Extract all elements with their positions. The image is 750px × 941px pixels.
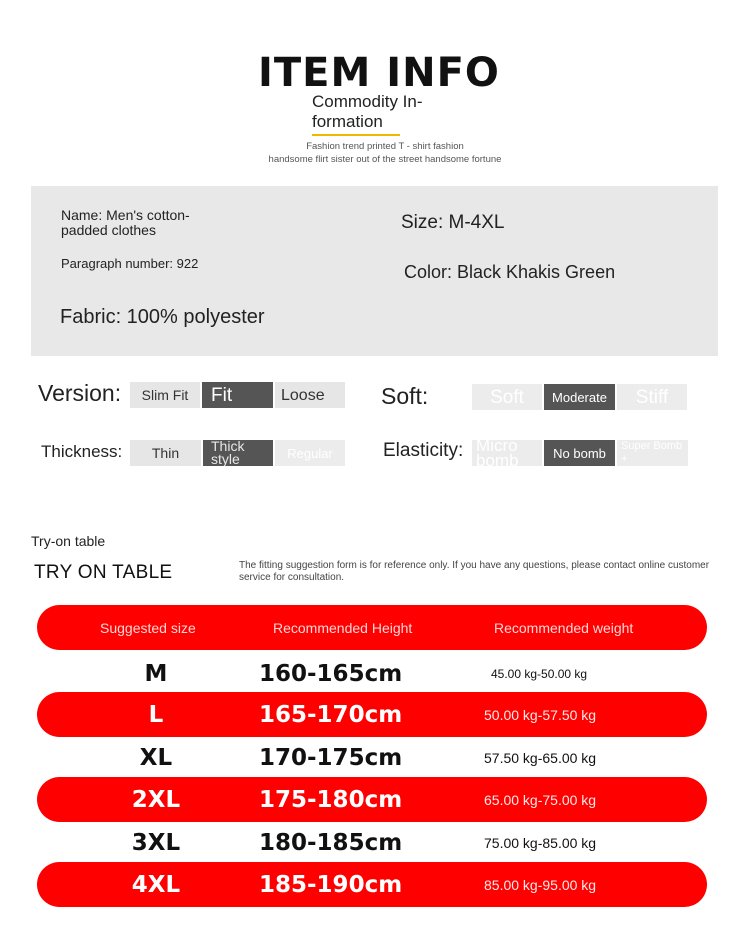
row-height: 185-190cm bbox=[259, 871, 403, 898]
tryon-big-title: TRY ON TABLE bbox=[34, 562, 173, 583]
table-row bbox=[37, 735, 707, 780]
row-height: 175-180cm bbox=[259, 786, 403, 813]
elasticity-label: Elasticity: bbox=[383, 440, 464, 461]
row-size: M bbox=[144, 660, 168, 687]
page-subtitle: Commodity In-formation bbox=[312, 92, 423, 131]
table-row bbox=[37, 777, 707, 822]
elasticity-option-micro-bomb: Micro bomb bbox=[472, 440, 542, 466]
thickness-option-thin: Thin bbox=[130, 440, 201, 466]
header-recommended-height: Recommended Height bbox=[273, 619, 413, 636]
table-row bbox=[37, 862, 707, 907]
row-size: 4XL bbox=[131, 871, 181, 898]
row-height: 160-165cm bbox=[259, 660, 403, 687]
tagline bbox=[240, 140, 530, 166]
size-range: Size: M-4XL bbox=[401, 212, 505, 233]
row-weight: 45.00 kg-50.00 kg bbox=[491, 666, 588, 681]
table-row bbox=[37, 820, 707, 865]
table-row bbox=[37, 692, 707, 737]
header-suggested-size: Suggested size bbox=[100, 619, 196, 636]
page-title: ITEM INFO bbox=[258, 50, 500, 96]
tryon-note: The fitting suggestion form is for reference only. If you have any questions, please contact online customer service for consultation. bbox=[239, 560, 710, 583]
tagline-line-1: Fashion trend printed T - shirt fashion bbox=[306, 141, 464, 152]
soft-label: Soft: bbox=[381, 383, 429, 409]
row-weight: 50.00 kg-57.50 kg bbox=[484, 706, 597, 723]
row-weight: 65.00 kg-75.00 kg bbox=[484, 791, 597, 808]
thickness-option-regular: Regular bbox=[275, 440, 345, 466]
elasticity-option-super-bomb: Super Bomb + bbox=[617, 440, 688, 466]
color-options: Color: Black Khakis Green bbox=[404, 262, 616, 282]
version-option-loose: Loose bbox=[275, 382, 345, 408]
row-weight: 85.00 kg-95.00 kg bbox=[484, 876, 597, 893]
row-height: 180-185cm bbox=[259, 829, 403, 856]
product-info-box bbox=[31, 186, 718, 356]
subtitle-underline bbox=[312, 134, 400, 136]
product-name: Name: Men's cotton-padded clothes bbox=[61, 207, 190, 238]
row-size: 3XL bbox=[131, 829, 181, 856]
version-label: Version: bbox=[38, 380, 122, 406]
thickness-option-thick-style: Thick style bbox=[203, 440, 273, 466]
version-option-fit: Fit bbox=[202, 382, 273, 408]
row-height: 165-170cm bbox=[259, 701, 403, 728]
table-row bbox=[37, 651, 707, 696]
elasticity-option-no-bomb: No bomb bbox=[544, 440, 615, 466]
row-size: XL bbox=[139, 744, 173, 771]
row-weight: 57.50 kg-65.00 kg bbox=[484, 749, 597, 766]
row-size: 2XL bbox=[131, 786, 181, 813]
thickness-label: Thickness: bbox=[41, 442, 123, 461]
tagline-line-2: handsome flirt sister out of the street handsome fortune bbox=[268, 154, 502, 165]
header-recommended-weight: Recommended weight bbox=[494, 619, 634, 636]
soft-option-stiff: Stiff bbox=[617, 384, 687, 410]
row-weight: 75.00 kg-85.00 kg bbox=[484, 834, 597, 851]
version-option-slim-fit: Slim Fit bbox=[130, 382, 200, 408]
soft-option-moderate: Moderate bbox=[544, 384, 615, 410]
soft-option-soft: Soft bbox=[472, 384, 542, 410]
tryon-small-title: Try-on table bbox=[31, 533, 106, 549]
size-table-header bbox=[37, 605, 707, 650]
row-height: 170-175cm bbox=[259, 744, 403, 771]
fabric: Fabric: 100% polyester bbox=[60, 306, 265, 328]
row-size: L bbox=[148, 701, 164, 728]
paragraph-number: Paragraph number: 922 bbox=[61, 256, 199, 271]
